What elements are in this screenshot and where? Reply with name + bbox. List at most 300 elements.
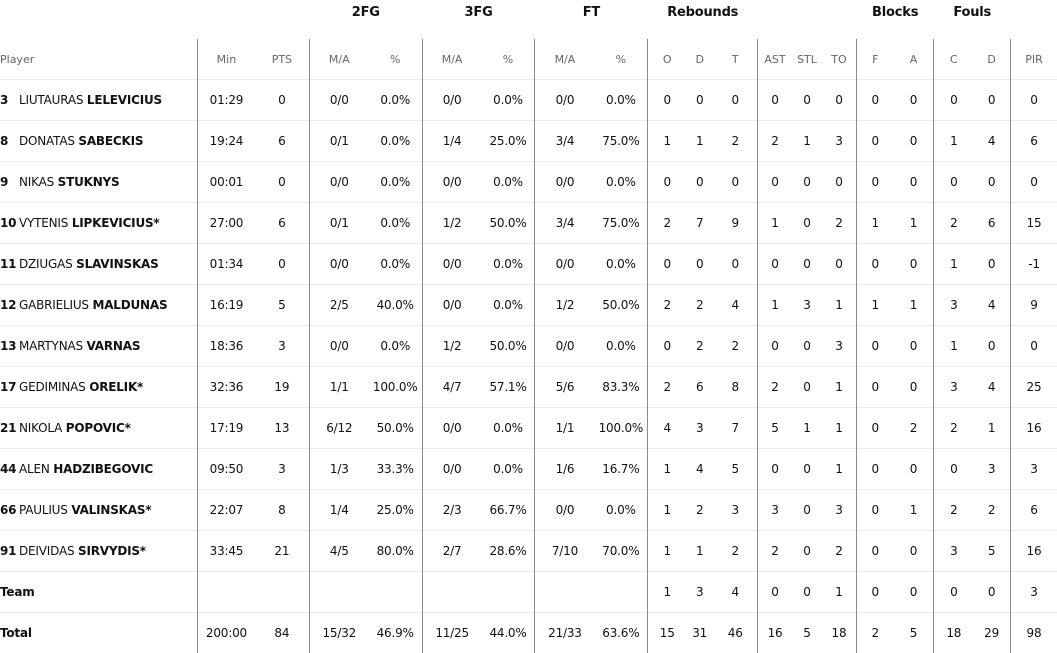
cell-foul-d: 2 [973, 490, 1010, 531]
player-cell[interactable] [0, 531, 197, 572]
cell-reb-d: 3 [686, 408, 713, 449]
cell-2fg-ma: 0/0 [309, 244, 368, 285]
table-row [0, 449, 1057, 490]
total-2fg-pct: 46.9% [369, 613, 422, 653]
total-foul-d: 29 [973, 613, 1010, 653]
cell-2fg-ma: 2/5 [309, 285, 368, 326]
cell-stl: 0 [792, 162, 822, 203]
cell-ft-ma: 0/0 [535, 244, 594, 285]
cell-blk-a: 1 [894, 490, 934, 531]
player-number: 11 [0, 257, 16, 271]
player-cell[interactable] [0, 162, 197, 203]
cell-pts: 3 [255, 449, 309, 490]
total-blk-a: 5 [894, 613, 934, 653]
cell-ft-pct: 83.3% [594, 367, 647, 408]
cell-reb-d: 0 [686, 244, 713, 285]
cell-reb-t: 8 [713, 367, 757, 408]
player-cell[interactable] [0, 80, 197, 121]
group-fouls: Fouls [934, 0, 1011, 39]
cell-reb-t: 5 [713, 449, 757, 490]
cell-pir: 6 [1010, 121, 1057, 162]
cell-reb-t: 2 [713, 121, 757, 162]
cell-reb-o: 2 [648, 203, 686, 244]
player-cell[interactable] [0, 121, 197, 162]
player-first-name: DEIVIDAS [19, 544, 74, 558]
col-foul-c[interactable]: C [934, 39, 973, 80]
cell-min: 01:34 [197, 244, 254, 285]
player-number: 12 [0, 298, 16, 312]
cell-foul-c: 2 [934, 408, 973, 449]
total-3fg-pct: 44.0% [482, 613, 535, 653]
cell-pir: 16 [1010, 531, 1057, 572]
cell-blk-a: 0 [894, 162, 934, 203]
cell-ft-ma: 1/6 [535, 449, 594, 490]
cell-foul-c: 1 [934, 326, 973, 367]
cell-pts: 13 [255, 408, 309, 449]
col-player[interactable]: Player [0, 39, 197, 80]
col-ast[interactable]: AST [758, 39, 792, 80]
total-reb-o: 15 [648, 613, 686, 653]
cell-pts: 6 [255, 203, 309, 244]
cell-min: 32:36 [197, 367, 254, 408]
player-first-name: GABRIELIUS [19, 298, 89, 312]
cell-ft-ma: 3/4 [535, 203, 594, 244]
cell-3fg-ma: 0/0 [422, 285, 481, 326]
player-number: 66 [0, 503, 16, 517]
cell-stl: 0 [792, 531, 822, 572]
team-ast: 0 [758, 572, 792, 613]
total-ft-pct: 63.6% [594, 613, 647, 653]
table-row [0, 203, 1057, 244]
cell-to: 2 [822, 203, 856, 244]
cell-3fg-pct: 0.0% [482, 408, 535, 449]
cell-ast: 0 [758, 244, 792, 285]
cell-foul-d: 0 [973, 244, 1010, 285]
cell-to: 1 [822, 449, 856, 490]
player-last-name: LIPKEVICIUS* [72, 216, 160, 230]
col-reb-o[interactable]: O [648, 39, 686, 80]
cell-blk-a: 0 [894, 121, 934, 162]
cell-foul-d: 4 [973, 367, 1010, 408]
cell-reb-t: 2 [713, 531, 757, 572]
cell-foul-d: 3 [973, 449, 1010, 490]
table-row [0, 367, 1057, 408]
boxscore-body [0, 80, 1057, 653]
cell-stl: 0 [792, 367, 822, 408]
col-stl[interactable]: STL [792, 39, 822, 80]
cell-blk-a: 0 [894, 449, 934, 490]
cell-reb-t: 0 [713, 162, 757, 203]
cell-reb-d: 6 [686, 367, 713, 408]
cell-ft-ma: 0/0 [535, 326, 594, 367]
cell-to: 0 [822, 80, 856, 121]
team-row [0, 572, 1057, 613]
table-row [0, 244, 1057, 285]
cell-to: 0 [822, 162, 856, 203]
team-reb-d: 3 [686, 572, 713, 613]
table-row [0, 408, 1057, 449]
cell-ft-pct: 75.0% [594, 121, 647, 162]
cell-to: 1 [822, 367, 856, 408]
cell-ast: 2 [758, 367, 792, 408]
cell-reb-t: 0 [713, 244, 757, 285]
cell-ft-pct: 0.0% [594, 162, 647, 203]
cell-ft-pct: 75.0% [594, 203, 647, 244]
cell-ft-ma: 5/6 [535, 367, 594, 408]
cell-blk-a: 0 [894, 531, 934, 572]
player-last-name: VALINSKAS* [71, 503, 151, 517]
player-last-name: HADZIBEGOVIC [53, 462, 153, 476]
cell-blk-a: 0 [894, 367, 934, 408]
player-cell[interactable] [0, 449, 197, 490]
cell-2fg-ma: 6/12 [309, 408, 368, 449]
player-last-name: POPOVIC* [66, 421, 131, 435]
cell-ast: 0 [758, 449, 792, 490]
table-row [0, 490, 1057, 531]
cell-pts: 21 [255, 531, 309, 572]
cell-foul-c: 0 [934, 449, 973, 490]
player-number: 8 [0, 134, 16, 148]
cell-foul-c: 2 [934, 203, 973, 244]
cell-ast: 0 [758, 162, 792, 203]
team-reb-t: 4 [713, 572, 757, 613]
cell-pts: 0 [255, 244, 309, 285]
cell-foul-d: 4 [973, 121, 1010, 162]
cell-blk-f: 0 [856, 449, 893, 490]
cell-3fg-pct: 0.0% [482, 244, 535, 285]
total-min: 200:00 [197, 613, 254, 653]
cell-blk-f: 1 [856, 203, 893, 244]
col-to[interactable]: TO [822, 39, 856, 80]
player-number: 21 [0, 421, 16, 435]
cell-pir: 9 [1010, 285, 1057, 326]
cell-2fg-pct: 0.0% [369, 80, 422, 121]
cell-blk-a: 1 [894, 203, 934, 244]
cell-blk-f: 0 [856, 244, 893, 285]
cell-pir: 0 [1010, 162, 1057, 203]
player-last-name: LELEVICIUS [87, 93, 162, 107]
cell-blk-a: 2 [894, 408, 934, 449]
player-cell[interactable] [0, 326, 197, 367]
cell-to: 0 [822, 244, 856, 285]
cell-reb-d: 0 [686, 80, 713, 121]
col-pir[interactable]: PIR [1010, 39, 1057, 80]
cell-3fg-pct: 25.0% [482, 121, 535, 162]
table-row [0, 80, 1057, 121]
cell-stl: 3 [792, 285, 822, 326]
column-header-row [0, 39, 1057, 80]
player-cell[interactable] [0, 203, 197, 244]
cell-reb-o: 2 [648, 285, 686, 326]
cell-foul-d: 6 [973, 203, 1010, 244]
team-to: 1 [822, 572, 856, 613]
col-ft-ma[interactable]: M/A [535, 39, 594, 80]
total-to: 18 [822, 613, 856, 653]
player-cell[interactable] [0, 244, 197, 285]
cell-foul-c: 1 [934, 244, 973, 285]
col-3fg-ma[interactable]: M/A [422, 39, 481, 80]
cell-3fg-ma: 2/7 [422, 531, 481, 572]
cell-2fg-ma: 1/1 [309, 367, 368, 408]
player-last-name: ORELIK* [89, 380, 143, 394]
col-blk-a[interactable]: A [894, 39, 934, 80]
cell-foul-c: 3 [934, 531, 973, 572]
cell-2fg-pct: 80.0% [369, 531, 422, 572]
cell-ft-ma: 0/0 [535, 80, 594, 121]
cell-reb-d: 7 [686, 203, 713, 244]
player-cell[interactable] [0, 408, 197, 449]
cell-reb-o: 0 [648, 80, 686, 121]
cell-ft-pct: 100.0% [594, 408, 647, 449]
cell-reb-o: 0 [648, 162, 686, 203]
cell-pir: 16 [1010, 408, 1057, 449]
col-blk-f[interactable]: F [856, 39, 893, 80]
col-foul-d[interactable]: D [973, 39, 1010, 80]
cell-ft-pct: 0.0% [594, 326, 647, 367]
group-ft: FT [535, 0, 648, 39]
cell-pir: 0 [1010, 326, 1057, 367]
player-last-name: SABECKIS [78, 134, 143, 148]
cell-3fg-ma: 2/3 [422, 490, 481, 531]
group-header-row [0, 0, 1057, 39]
total-foul-c: 18 [934, 613, 973, 653]
team-foul-c: 0 [934, 572, 973, 613]
cell-stl: 0 [792, 203, 822, 244]
col-pts[interactable]: PTS [255, 39, 309, 80]
cell-reb-o: 4 [648, 408, 686, 449]
cell-2fg-pct: 0.0% [369, 162, 422, 203]
cell-foul-c: 0 [934, 80, 973, 121]
team-stl: 0 [792, 572, 822, 613]
player-first-name: GEDIMINAS [19, 380, 86, 394]
player-first-name: LIUTAURAS [19, 93, 83, 107]
cell-min: 27:00 [197, 203, 254, 244]
cell-to: 1 [822, 408, 856, 449]
total-3fg-ma: 11/25 [422, 613, 481, 653]
total-pir: 98 [1010, 613, 1057, 653]
cell-ft-pct: 0.0% [594, 244, 647, 285]
cell-pir: 15 [1010, 203, 1057, 244]
cell-3fg-pct: 57.1% [482, 367, 535, 408]
cell-pts: 5 [255, 285, 309, 326]
cell-reb-o: 1 [648, 121, 686, 162]
player-first-name: VYTENIS [19, 216, 68, 230]
col-2fg-pct[interactable]: % [369, 39, 422, 80]
col-3fg-pct[interactable]: % [482, 39, 535, 80]
cell-min: 17:19 [197, 408, 254, 449]
group-3fg: 3FG [422, 0, 535, 39]
cell-foul-d: 0 [973, 326, 1010, 367]
cell-reb-t: 2 [713, 326, 757, 367]
cell-foul-d: 0 [973, 162, 1010, 203]
team-blk-a: 0 [894, 572, 934, 613]
cell-min: 22:07 [197, 490, 254, 531]
cell-2fg-ma: 1/4 [309, 490, 368, 531]
cell-reb-o: 2 [648, 367, 686, 408]
col-min[interactable]: Min [197, 39, 254, 80]
cell-3fg-pct: 0.0% [482, 80, 535, 121]
cell-2fg-pct: 0.0% [369, 121, 422, 162]
cell-pir: 3 [1010, 449, 1057, 490]
cell-pts: 3 [255, 326, 309, 367]
cell-stl: 0 [792, 80, 822, 121]
cell-blk-f: 0 [856, 531, 893, 572]
player-last-name: SIRVYDIS* [78, 544, 146, 558]
cell-3fg-ma: 1/2 [422, 326, 481, 367]
team-reb-o: 1 [648, 572, 686, 613]
col-2fg-ma[interactable]: M/A [309, 39, 368, 80]
cell-min: 01:29 [197, 80, 254, 121]
cell-pir: 25 [1010, 367, 1057, 408]
player-first-name: ALEN [19, 462, 50, 476]
cell-reb-o: 1 [648, 531, 686, 572]
cell-pir: 6 [1010, 490, 1057, 531]
cell-pir: 0 [1010, 80, 1057, 121]
cell-to: 2 [822, 531, 856, 572]
cell-2fg-pct: 50.0% [369, 408, 422, 449]
cell-blk-f: 0 [856, 121, 893, 162]
cell-foul-d: 5 [973, 531, 1010, 572]
cell-foul-d: 0 [973, 80, 1010, 121]
cell-3fg-ma: 1/2 [422, 203, 481, 244]
cell-3fg-pct: 28.6% [482, 531, 535, 572]
col-reb-t[interactable]: T [713, 39, 757, 80]
cell-ast: 0 [758, 80, 792, 121]
player-last-name: STUKNYS [58, 175, 120, 189]
cell-3fg-ma: 4/7 [422, 367, 481, 408]
cell-3fg-pct: 0.0% [482, 285, 535, 326]
cell-blk-f: 0 [856, 408, 893, 449]
cell-ast: 1 [758, 285, 792, 326]
cell-3fg-ma: 0/0 [422, 244, 481, 285]
cell-reb-t: 0 [713, 80, 757, 121]
cell-3fg-pct: 0.0% [482, 449, 535, 490]
cell-stl: 0 [792, 244, 822, 285]
cell-3fg-ma: 0/0 [422, 449, 481, 490]
col-ft-pct[interactable]: % [594, 39, 647, 80]
player-cell[interactable] [0, 367, 197, 408]
cell-blk-f: 1 [856, 285, 893, 326]
cell-2fg-ma: 1/3 [309, 449, 368, 490]
cell-ft-pct: 50.0% [594, 285, 647, 326]
team-foul-d: 0 [973, 572, 1010, 613]
cell-2fg-ma: 0/0 [309, 162, 368, 203]
player-number: 9 [0, 175, 16, 189]
cell-ft-ma: 1/1 [535, 408, 594, 449]
cell-ft-ma: 7/10 [535, 531, 594, 572]
total-ft-ma: 21/33 [535, 613, 594, 653]
player-number: 17 [0, 380, 16, 394]
cell-blk-f: 0 [856, 326, 893, 367]
group-rebounds: Rebounds [648, 0, 758, 39]
cell-pir: -1 [1010, 244, 1057, 285]
cell-blk-a: 0 [894, 244, 934, 285]
cell-to: 1 [822, 285, 856, 326]
cell-ft-pct: 70.0% [594, 531, 647, 572]
cell-stl: 0 [792, 490, 822, 531]
cell-2fg-pct: 100.0% [369, 367, 422, 408]
cell-2fg-pct: 25.0% [369, 490, 422, 531]
cell-2fg-ma: 0/1 [309, 121, 368, 162]
cell-2fg-pct: 33.3% [369, 449, 422, 490]
total-reb-t: 46 [713, 613, 757, 653]
player-number: 10 [0, 216, 16, 230]
table-row [0, 285, 1057, 326]
player-cell[interactable] [0, 490, 197, 531]
cell-2fg-ma: 4/5 [309, 531, 368, 572]
cell-reb-o: 1 [648, 490, 686, 531]
cell-ast: 2 [758, 121, 792, 162]
cell-2fg-pct: 0.0% [369, 326, 422, 367]
cell-ft-pct: 0.0% [594, 80, 647, 121]
cell-pts: 0 [255, 80, 309, 121]
cell-3fg-ma: 1/4 [422, 121, 481, 162]
cell-blk-f: 0 [856, 80, 893, 121]
cell-reb-o: 1 [648, 449, 686, 490]
cell-3fg-pct: 0.0% [482, 162, 535, 203]
cell-blk-f: 0 [856, 162, 893, 203]
cell-blk-f: 0 [856, 367, 893, 408]
cell-min: 09:50 [197, 449, 254, 490]
cell-foul-d: 1 [973, 408, 1010, 449]
cell-reb-d: 2 [686, 490, 713, 531]
cell-ast: 2 [758, 531, 792, 572]
table-row [0, 326, 1057, 367]
cell-3fg-pct: 66.7% [482, 490, 535, 531]
player-first-name: DONATAS [19, 134, 75, 148]
cell-reb-d: 1 [686, 531, 713, 572]
cell-2fg-ma: 0/1 [309, 203, 368, 244]
cell-ast: 1 [758, 203, 792, 244]
player-first-name: MARTYNAS [19, 339, 83, 353]
cell-min: 00:01 [197, 162, 254, 203]
group-blocks: Blocks [856, 0, 934, 39]
cell-reb-t: 4 [713, 285, 757, 326]
cell-ast: 3 [758, 490, 792, 531]
player-cell[interactable] [0, 285, 197, 326]
cell-to: 3 [822, 121, 856, 162]
player-number: 91 [0, 544, 16, 558]
cell-reb-o: 0 [648, 244, 686, 285]
cell-pts: 6 [255, 121, 309, 162]
total-2fg-ma: 15/32 [309, 613, 368, 653]
cell-stl: 1 [792, 408, 822, 449]
total-blk-f: 2 [856, 613, 893, 653]
cell-blk-a: 1 [894, 285, 934, 326]
cell-stl: 0 [792, 326, 822, 367]
cell-3fg-ma: 0/0 [422, 80, 481, 121]
cell-min: 18:36 [197, 326, 254, 367]
player-first-name: NIKOLA [19, 421, 62, 435]
team-label: Team [0, 572, 197, 613]
cell-pts: 19 [255, 367, 309, 408]
cell-ft-ma: 1/2 [535, 285, 594, 326]
cell-reb-d: 2 [686, 326, 713, 367]
cell-2fg-pct: 0.0% [369, 203, 422, 244]
cell-3fg-ma: 0/0 [422, 408, 481, 449]
cell-reb-d: 4 [686, 449, 713, 490]
cell-reb-d: 0 [686, 162, 713, 203]
cell-ft-ma: 3/4 [535, 121, 594, 162]
cell-min: 19:24 [197, 121, 254, 162]
cell-2fg-pct: 40.0% [369, 285, 422, 326]
cell-reb-t: 7 [713, 408, 757, 449]
total-ast: 16 [758, 613, 792, 653]
col-reb-d[interactable]: D [686, 39, 713, 80]
player-number: 13 [0, 339, 16, 353]
cell-ft-pct: 16.7% [594, 449, 647, 490]
cell-3fg-pct: 50.0% [482, 326, 535, 367]
